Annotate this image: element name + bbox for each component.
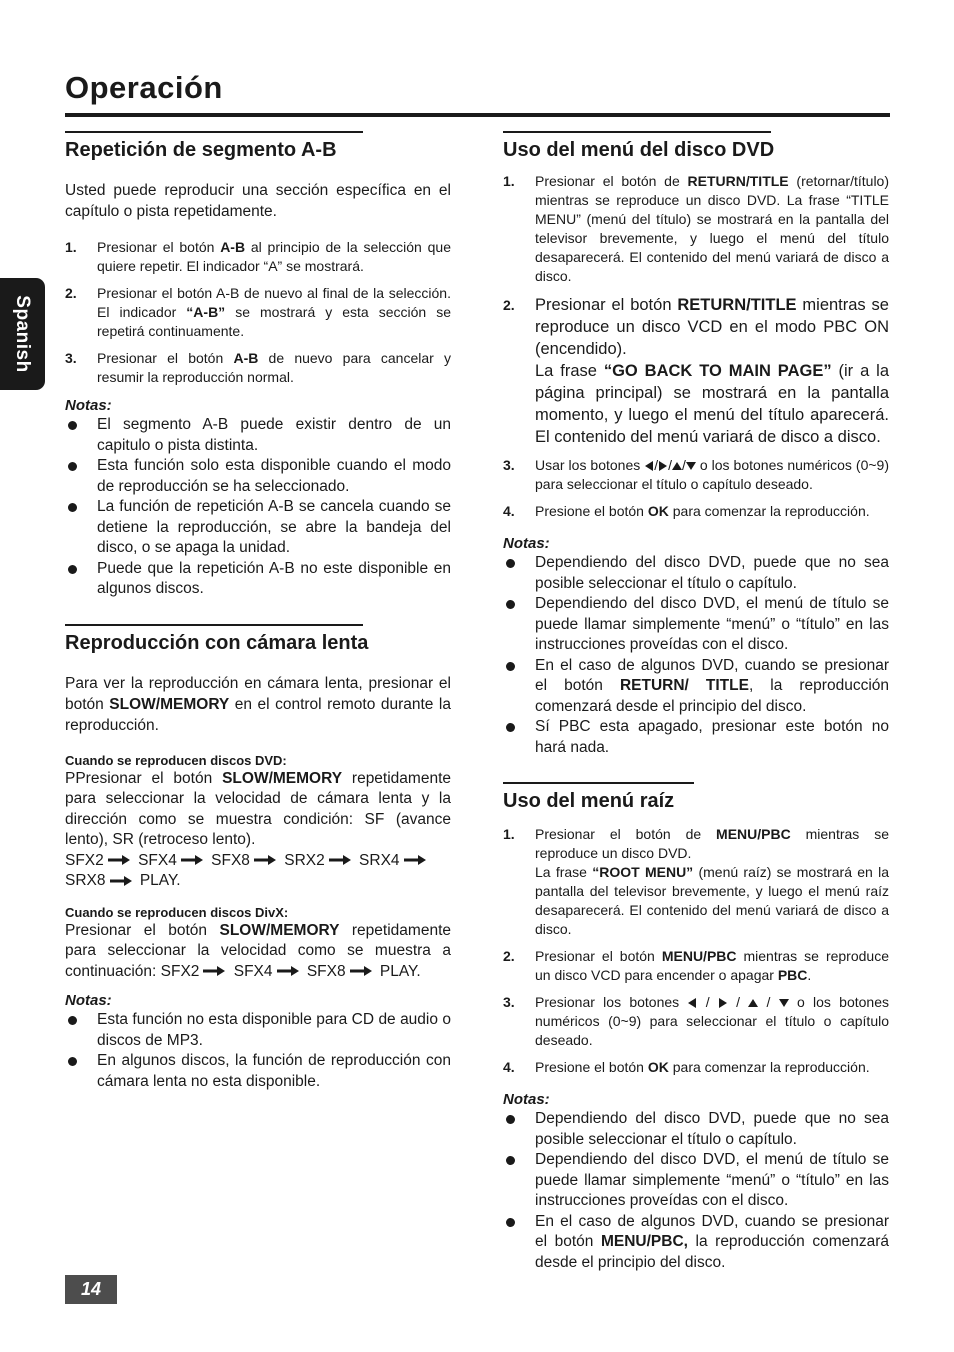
section-title-dvd-menu: Uso del menú del disco DVD (503, 139, 775, 161)
ab-intro: Usted puede reproducir una sección específica en el capítulo o pista repetidamente. (65, 182, 451, 220)
slow-intro: Para ver la reproducción en cámara lenta, presionar el botón SLOW/MEMORY en el control remoto durante la reproducción. (65, 674, 451, 734)
bullet-icon (65, 456, 97, 497)
button-name: SLOW/MEMORY (219, 921, 340, 939)
notes-heading: Notas: (503, 1091, 550, 1108)
notes-heading: Notas: (65, 397, 112, 414)
button-name: OK (647, 503, 669, 519)
bullet-icon (503, 594, 535, 656)
phrase-name: “GO BACK TO MAIN PAGE” (603, 362, 832, 380)
section-title-ab-repeat: Repetición de segmento A-B (65, 139, 337, 161)
button-name: OK (647, 1059, 669, 1075)
up-triangle-icon (672, 461, 682, 471)
note-item: En el caso de algunos DVD, cuando se presionar el botón RETURN/ TITLE, la reproducción comenzará desde el principio del disco. (503, 656, 889, 718)
notes-heading: Notas: (503, 535, 550, 552)
button-name: MENU/PBC, (600, 1233, 688, 1250)
section-root-menu (503, 782, 889, 1273)
phrase-name: “ROOT MENU” (592, 864, 694, 880)
left-column (65, 131, 451, 1116)
dvd-subheading: Cuando se reproducen discos DVD: (65, 752, 287, 768)
dvd-menu-step-3: 3. Usar los botones / / / o los botones numéricos (0~9) para seleccionar el título o capítulo deseado. (503, 457, 889, 492)
step-number: 2. (65, 285, 77, 301)
step-number: 3. (503, 994, 515, 1010)
language-tab-label: Spanish (12, 295, 33, 373)
section-title-slow-motion: Reproducción con cámara lenta (65, 631, 369, 654)
left-triangle-icon (644, 461, 654, 471)
step-number: 3. (65, 350, 77, 366)
bullet-icon (65, 415, 97, 456)
bullet-icon (503, 553, 535, 594)
root-menu-step-1: 1. Presionar el botón de MENU/PBC mientras se reproduce un disco DVD. La frase “ROOT MENU” (menú raíz) se mostrará en la pantalla del televisor brevemente, y luego el menú raíz desaparecerá. El contenido del menú variará de disco a disco. (503, 826, 889, 937)
right-arrow-icon (108, 855, 130, 865)
bullet-icon (503, 1150, 535, 1212)
step-number: 1. (503, 173, 515, 189)
speed-sequence-dvd: SFX2 SFX4 SFX8 SRX2 SRX4 SRX8 PLAY. (65, 852, 430, 890)
note-item: En algunos discos, la función de reproducción con cámara lenta no esta disponible. (65, 1051, 451, 1092)
note-item: Esta función no esta disponible para CD de audio o discos de MP3. (65, 1010, 451, 1051)
right-triangle-icon (718, 998, 728, 1008)
note-item: El segmento A-B puede existir dentro de un capitulo o pista distinta. (65, 415, 451, 456)
left-triangle-icon (687, 998, 697, 1008)
right-arrow-icon (254, 855, 276, 865)
dvd-menu-step-4: 4. Presione el botón OK para comenzar la reproducción. (503, 503, 870, 519)
section-title-root-menu: Uso del menú raíz (503, 790, 675, 812)
button-name: MENU/PBC (661, 948, 737, 964)
root-menu-step-3: 3. Presionar los botones / / / o los botones numéricos (0~9) para seleccionar el título o capítulo deseado. (503, 994, 889, 1048)
button-name: RETURN/ TITLE (619, 677, 749, 694)
step-text: al principio de la selección que quiere repetir. El indicador “A” se mostrará. (97, 239, 451, 274)
section-rule (65, 131, 363, 133)
down-triangle-icon (779, 998, 789, 1008)
bullet-icon (503, 656, 535, 718)
bullet-icon (65, 1010, 97, 1051)
note-item: Sí PBC esta apagado, presionar este botón no hará nada. (503, 717, 889, 758)
right-arrow-icon (404, 855, 426, 865)
note-item: Dependiendo del disco DVD, el menú de título se puede llamar simplemente “menú” o “título” en las instrucciones proveídas con el disco. (503, 594, 889, 656)
bullet-icon (503, 1109, 535, 1150)
page-title: Operación (65, 70, 223, 105)
section-ab-repeat (65, 131, 451, 600)
section-rule (65, 624, 363, 626)
step-number: 2. (503, 948, 515, 964)
step-number: 4. (503, 1059, 515, 1075)
section-dvd-menu (503, 131, 889, 758)
right-arrow-icon (110, 876, 132, 886)
note-item: En el caso de algunos DVD, cuando se presionar el botón MENU/PBC, la reproducción comenzará desde el principio del disco. (503, 1212, 889, 1274)
right-arrow-icon (350, 966, 372, 976)
title-rule (65, 113, 890, 117)
section-slow-motion (65, 624, 451, 1093)
button-name: SLOW/MEMORY (109, 695, 230, 713)
dvd-menu-step-1: 1. Presionar el botón de RETURN/TITLE (retornar/título) mientras se reproduce un disco DVD. La frase “TITLE MENU” (menú del título) se mostrará en la pantalla del televisor brevemente, y luego el menú del título desaparecerá. El contenido del menú variará de disco a disco. (503, 173, 890, 284)
root-menu-step-2: 2. Presionar el botón MENU/PBC mientras se reproduce un disco VCD para encender o apagar PBC. (503, 948, 889, 983)
button-name: A-B (233, 350, 259, 366)
up-triangle-icon (748, 998, 758, 1008)
button-name: RETURN/TITLE (677, 296, 797, 314)
step-text: Presionar el botón A-B de nuevo al final de la selección. El indicador (97, 285, 451, 320)
speed-sequence-divx: SFX2 SFX4 SFX8 PLAY. (160, 962, 421, 980)
notes-heading: Notas: (65, 992, 112, 1009)
step-number: 1. (503, 826, 515, 842)
note-item: Esta función solo esta disponible cuando el modo de reproducción se ha seleccionado. (65, 456, 451, 497)
ab-step-2 (65, 284, 451, 341)
right-triangle-icon (658, 461, 668, 471)
dvd-menu-step-2: 2. Presionar el botón RETURN/TITLE mientras se reproduce un disco VCD en el modo PBC ON (encendido). La frase “GO BACK TO MAIN PAGE” (ir a la página principal) se mostrará en la pantalla momento, y luego el menú del título aparecerá. El contenido del menú variará de disco a disco. (503, 296, 889, 446)
page-number-badge: 14 (65, 1275, 117, 1304)
button-name: MENU/PBC (716, 826, 791, 842)
bullet-icon (503, 1212, 535, 1274)
step-text: se mostrará y esta sección se repetirá continuamente. (97, 304, 452, 339)
indicator-name: “A-B” (186, 304, 226, 320)
right-column (503, 131, 889, 1297)
bullet-icon (503, 717, 535, 758)
note-item: Dependiendo del disco DVD, puede que no sea posible seleccionar el título o capítulo. (503, 553, 889, 594)
step-number: 1. (65, 239, 77, 255)
step-text: Presionar el botón (97, 239, 221, 255)
section-rule (503, 131, 771, 133)
right-arrow-icon (277, 966, 299, 976)
note-item: Dependiendo del disco DVD, puede que no sea posible seleccionar el título o capítulo. (503, 1109, 889, 1150)
step-number: 3. (503, 457, 515, 473)
bullet-icon (65, 497, 97, 559)
ab-step-1 (65, 238, 451, 276)
divx-instructions: Presionar el botón SLOW/MEMORY repetidamente para seleccionar la velocidad como se muestra a continuación: SFX2 SFX4 SFX8 PLAY. (65, 921, 451, 980)
right-arrow-icon (329, 855, 351, 865)
note-item: Puede que la repetición A-B no este disponible en algunos discos. (65, 559, 451, 600)
button-name: SLOW/MEMORY (222, 769, 343, 787)
right-arrow-icon (203, 966, 225, 976)
section-rule (503, 782, 694, 784)
note-item: La función de repetición A-B se cancela cuando se detiene la reproducción, se abre la bandeja del disco, o se apaga la unidad. (65, 497, 451, 559)
bullet-icon (65, 1051, 97, 1092)
step-text: Presionar el botón (97, 350, 234, 366)
dvd-instructions: PPresionar el botón SLOW/MEMORY repetidamente para seleccionar la velocidad de cámara lenta y la dirección como se muestra condición: SF (avance lento), SR (retroceso lento). SFX2 SFX4 SFX8 SRX2 SRX4 SRX8 PLAY. (65, 769, 452, 889)
divx-subheading: Cuando se reproducen discos DivX: (65, 904, 289, 920)
ab-step-3 (65, 349, 451, 387)
right-arrow-icon (181, 855, 203, 865)
button-name: RETURN/TITLE (687, 173, 789, 189)
step-text: de nuevo para cancelar y resumir la reproducción normal. (97, 350, 451, 385)
root-menu-step-4: 4. Presione el botón OK para comenzar la reproducción. (503, 1059, 870, 1075)
down-triangle-icon (686, 461, 696, 471)
step-number: 2. (503, 297, 515, 313)
button-name: A-B (220, 239, 246, 255)
step-number: 4. (503, 503, 515, 519)
bullet-icon (65, 559, 97, 600)
note-item: Dependiendo del disco DVD, el menú de título se puede llamar simplemente “menú” o “título” en las instrucciones proveídas con el disco. (503, 1150, 889, 1212)
